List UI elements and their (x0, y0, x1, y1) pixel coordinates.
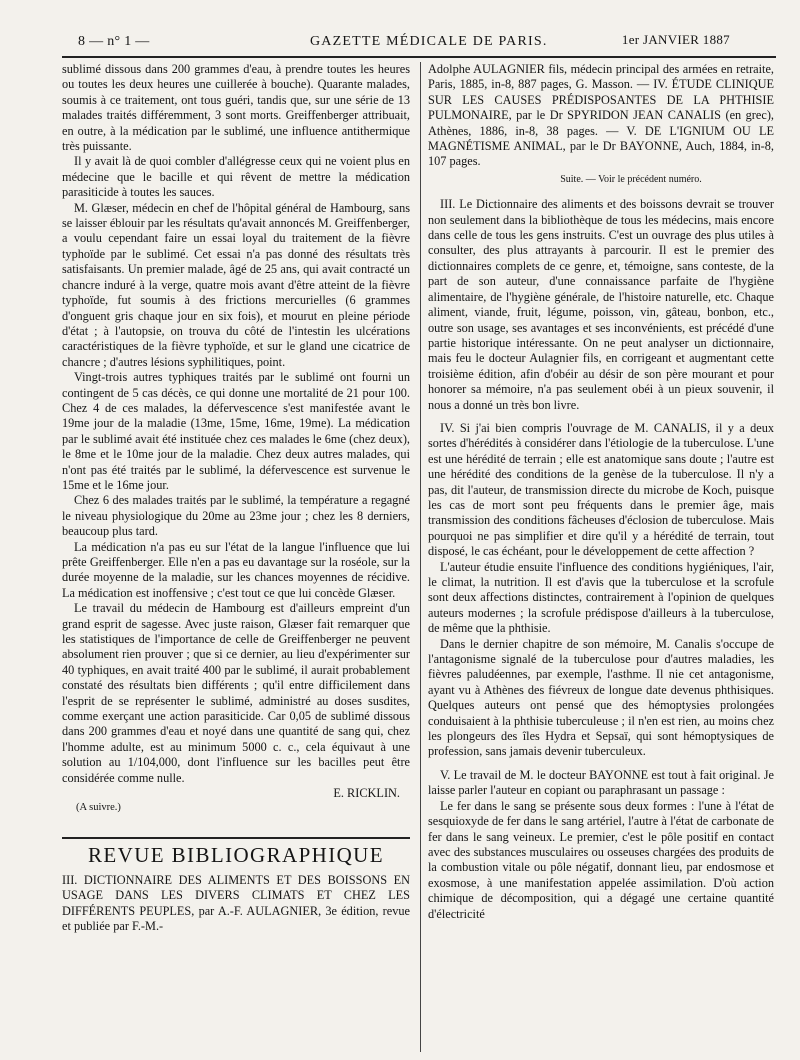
paragraph: Le travail du médecin de Hambourg est d'ailleurs empreint d'un grand esprit de sagesse. Avec juste raison, Glæser fait remarquer que les statistiques de l'importance de celle de Greiffenberger ne peuvent absolument rien prouver ; que si ce dernier, au lieu d'expérimenter sur 40 typhiques, en avait traité 400 par le sublimé, il aurait probablement constaté des résultats bien différents ; qu'il entre difficilement dans l'esprit de se représenter le sublimé, administré au doses susdites, comme exerçant une action parasiticide. Car 0,05 de sublimé dissous dans 200 grammes d'eau et noyé dans une quantité de sang qui, chez l'homme adulte, est au minimum 5000 c. c., cela équivaut à une solution au 1/104,000, dont l'influence sur les bacilles peut être considérée comme nulle. (62, 601, 410, 785)
author-signature: E. RICKLIN. (333, 786, 400, 801)
paragraph: La médication n'a pas eu sur l'état de la langue l'influence que lui prête Greiffenberger. Elle n'en a pas eu davantage sur la roséole, sur la durée moyenne de la maladie, sur les chances moyennes de récidive. La médication est inoffensive ; c'est tout ce que lui concède Glæser. (62, 539, 410, 600)
review-paragraph: Dans le dernier chapitre de son mémoire, M. Canalis s'occupe de l'antagonisme signalé de la tuberculose pour d'autres maladies, les fièvres paludéennes, par exemple, l'asthme. Il nie cet antagonisme, ayant vu à Athènes des fiévreux de longue date devenus phthisiques. Quelques auteurs ont pensé que des hémoptysies prolongées conduisaient à la phthisie tuberculeuse ; il n'en est rien, au moins chez les plongeurs des îles Hydra et Sepsaï, qui sont hémoptysiques de profession, sans jamais devenir tuberculeux. (428, 636, 774, 759)
page-number: 8 — n° 1 — (78, 34, 150, 49)
bibliography-entry: III. DICTIONNAIRE DES ALIMENTS ET DES BOISSONS EN USAGE DANS LES DIVERS CLIMATS ET CHEZ LES DIFFÉRENTS PEUPLES, par A.-F. AULAGNIER, 3e édition, revue et publiée par F.-M.- (62, 872, 410, 934)
review-paragraph: Le fer dans le sang se présente sous deux formes : l'une à l'état de sesquioxyde de fer dans le sang artériel, l'autre à l'état de carbonate de fer dans le sang veineux. Le premier, c'est le pôle positif en contact avec des substances musculaires ou osseuses chargées des produits de la combustion vitale ou pôle négatif, donnant lieu, par endosmose et exosmose, à une manifestation appelée assimilation. D'où action chimique de décomposition, qui a dégagé une certaine quantité d'électricité (428, 798, 774, 921)
bibliography-entry: Adolphe AULAGNIER fils, médecin principal des armées en retraite, Paris, 1885, in-8, 887 pages, G. Masson. — IV. ÉTUDE CLINIQUE SUR LES CAUSES PRÉDISPOSANTES DE LA PHTHISIE PULMONAIRE, par le Dr SPYRIDON JEAN CANALIS (en grec), Athènes, 1886, in-8, 38 pages. — V. DE L'IGNIUM OU LE MAGNÉTISME ANIMAL, par le Dr BAYONNE, Auch, 1884, in-8, 107 pages. (428, 62, 774, 169)
page-header (62, 30, 778, 52)
journal-title: GAZETTE MÉDICALE DE PARIS. (310, 34, 548, 49)
section-rule (62, 837, 410, 839)
paragraph: sublimé dissous dans 200 grammes d'eau, à prendre toutes les heures ou toutes les deux heures une cuillerée à bouche). Quarante malades, soumis à ce traitement, ont tous guéri, tandis que, sur une série de 13 malades traités différemment, 3 sont morts. Greiffenberger attribuait, en outre, à la médication par le sublimé, une influence antithermique très puissante. (62, 62, 410, 154)
right-column (428, 62, 774, 922)
review-paragraph: V. Le travail de M. le docteur BAYONNE est tout à fait original. Je laisse parler l'auteur en copiant ou paraphrasant un passage : (428, 767, 774, 798)
continued-note: Suite. — Voir le précédent numéro. (560, 173, 702, 185)
to-follow-note: (A suivre.) (76, 801, 121, 813)
paragraph: Chez 6 des malades traités par le sublimé, la température a regagné le niveau physiologique du 20me au 23me jour ; chez les 8 derniers, beaucoup plus tard. (62, 493, 410, 539)
left-column (62, 62, 410, 935)
section-title: REVUE BIBLIOGRAPHIQUE (88, 842, 384, 867)
review-paragraph: III. Le Dictionnaire des aliments et des boissons devrait se trouver non seulement dans la bibliothèque de tous les médecins, mais encore dans celle de tous les gens instruits. C'est un ouvrage des plus utiles à consulter, des plus attrayants à parcourir. Il est le premier des dictionnaires complets de ce genre, et, témoigne, sans conteste, de la part de son auteur, d'une connaissance parfaite de l'hygiène alimentaire, de l'hygiène générale, de l'histoire naturelle, etc. Chaque aliment, viande, fruit, légume, poisson, vin, gâteau, bonbon, etc., outre son usage, ses avantages et ses inconvénients, est précédé d'une partie historique intéressante. On ne peut analyser un dictionnaire, mais feu le docteur Aulagnier fils, en corrigeant et augmentant cette troisième édition, afin d'obéir au désir de son père mourant et pour honorer sa mémoire, n'a pas seulement obéi à un pieux souvenir, il nous a donné un très bon livre. (428, 197, 774, 412)
issue-date: 1er JANVIER 1887 (621, 32, 730, 47)
paragraph: Vingt-trois autres typhiques traités par le sublimé ont fourni un contingent de 5 cas décès, ce qui donne une mortalité de 21 pour 100. Chez 4 de ces malades, la défervescence s'est manifestée avant le 19me jour de la maladie (13me, 15me, 16me, 19me). La médication par le sublimé avait été instituée chez ces malades le 6me (chez deux), le 8me et le 10me jour de la maladie. Chez deux autres malades, qui n'ont pas été traités par le sublimé, la défervescence est survenue le 15me et le 16me jour. (62, 370, 410, 492)
review-paragraph: L'auteur étudie ensuite l'influence des conditions hygiéniques, l'air, le climat, la nutrition. Il est d'avis que la tuberculose et la scrofule sont deux affections distinctes, contrairement à l'opinion de quelques auteurs modernes ; la scrofule prédispose d'ailleurs à la tuberculose, de même que la phthisie. (428, 559, 774, 636)
header-rule (62, 56, 776, 58)
paragraph: Il y avait là de quoi combler d'allégresse ceux qui ne voient plus en médecine que le bacille et qui rêvent de mettre la médication parasiticide à toutes les sauces. (62, 154, 410, 200)
column-divider (420, 62, 421, 1052)
paragraph: M. Glæser, médecin en chef de l'hôpital général de Hambourg, sans se laisser éblouir par les résultats qu'avait annoncés M. Greiffenberger, a voulu cependant faire un essai loyal du traitement de la fièvre typhoïde par le sublimé. Cet essai n'a pas donné des résultats très satisfaisants. Un premier malade, âgé de 25 ans, qui avait contracté un chancre induré à la verge, quatre mois avant d'être atteint de la fièvre typhoïde, fut soumis à des frictions mercurielles (6 grammes d'onguent gris chaque jour en six fois), et mourut en pleine période d'état ; à l'autopsie, on trouva du côté de l'intestin les ulcérations caractéristiques de la fièvre typhoïde, et sur le gland une cicatrice de chancre ; d'autres lésions syphilitiques, point. (62, 200, 410, 369)
review-paragraph: IV. Si j'ai bien compris l'ouvrage de M. CANALIS, il y a deux sortes d'hérédités à considérer dans l'étiologie de la tuberculose. L'une est une hérédité de terrain ; elle est anatomique sans doute ; l'autre est une hérédité des conditions de la genèse de la tuberculose. Il n'y a pas, dit l'auteur, de transmission directe du microbe de Koch, puisque les cas de mort sont peu fréquents dans le premier âge, mais transmission des conditions fâcheuses d'éclosion de tuberculose. Mais pourquoi ne pas simplifier et dire qu'il y a hérédité de terrain, tout disposé, le cas échéant, pour le développement de cette affection ? (428, 420, 774, 559)
